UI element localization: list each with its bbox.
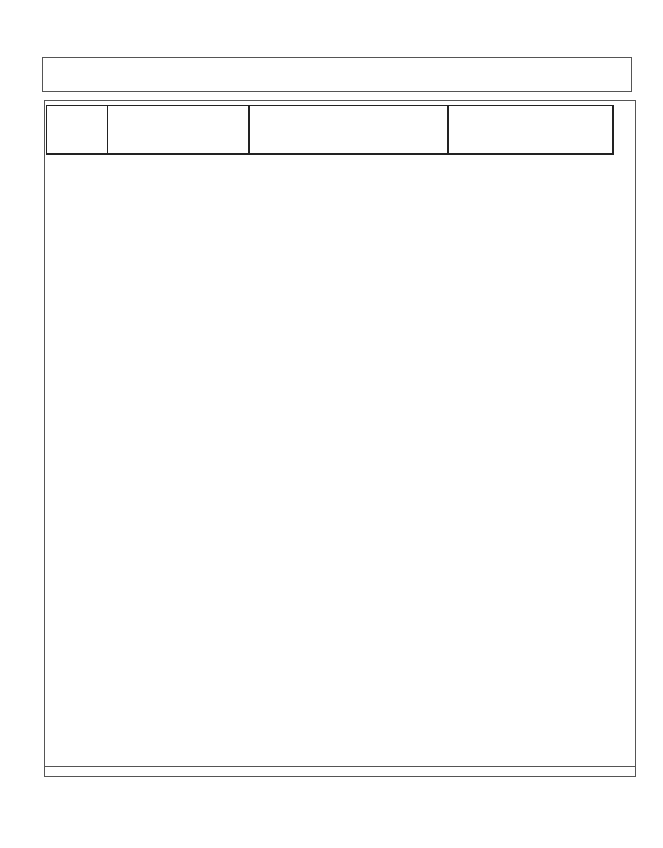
column-header-prefixes [108, 106, 249, 155]
column-header-charge [448, 106, 613, 155]
column-header-oxidation [249, 106, 448, 155]
column-header-formula [47, 106, 108, 155]
header-row [47, 106, 613, 155]
title-box [42, 57, 632, 92]
hydroxides-table [46, 105, 614, 155]
table-frame [44, 100, 636, 777]
table-wrapper [46, 105, 612, 155]
frame-divider [44, 766, 636, 767]
